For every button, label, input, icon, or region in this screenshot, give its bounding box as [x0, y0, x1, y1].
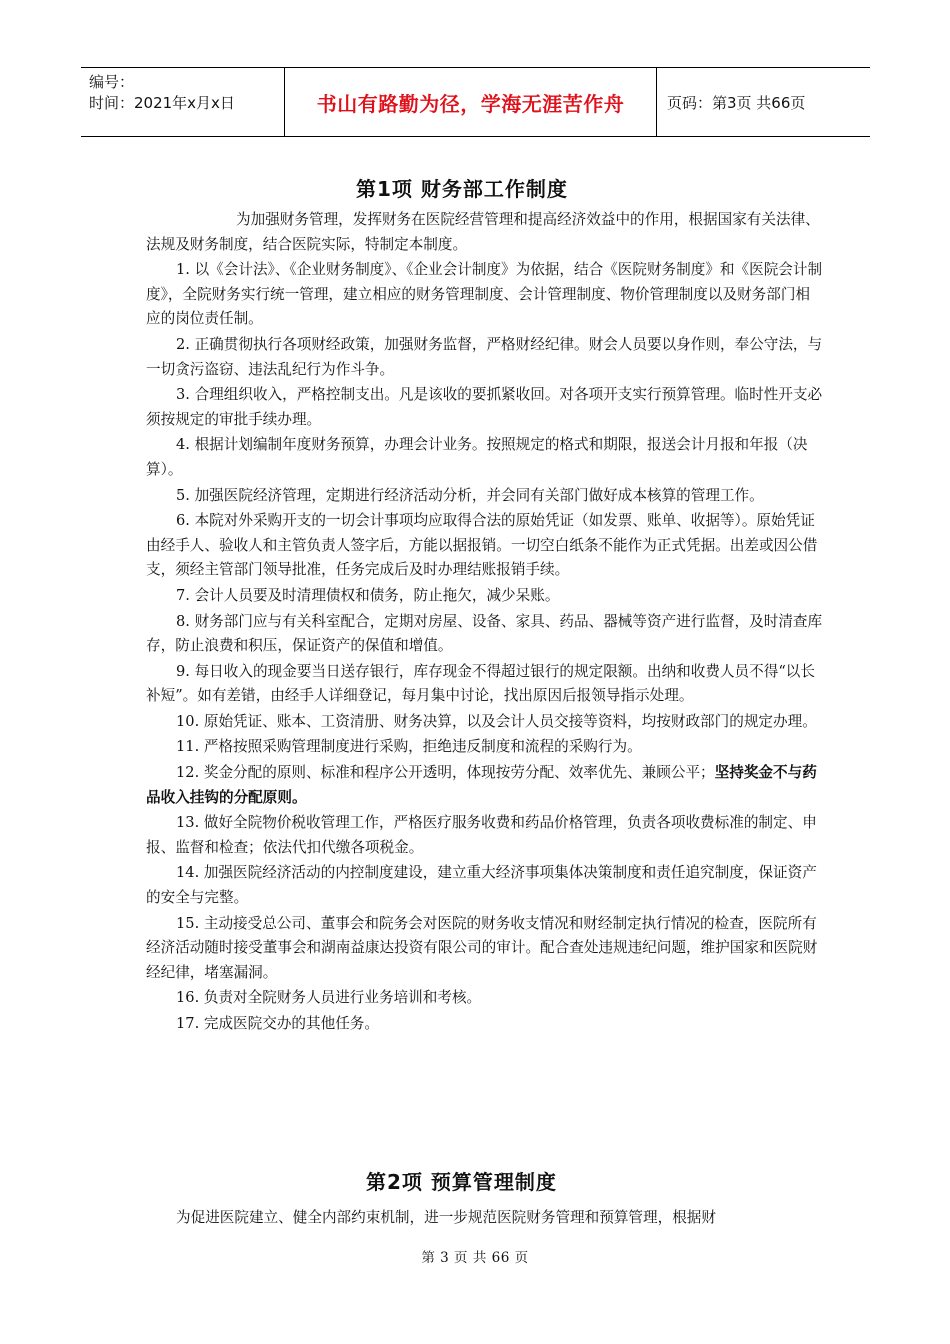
header-motto: 书山有路勤为径，学海无涯苦作舟 — [316, 91, 625, 116]
list-item-12 — [146, 761, 824, 810]
page-header — [81, 67, 870, 137]
item-12-bold-text: 坚持奖金不与药品收入挂钩的分配原则。 — [146, 764, 817, 806]
list-item: 8. 财务部门应与有关科室配合，定期对房屋、设备、家具、药品、器械等资产进行监督，及时清查库存，防止浪费和积压，保证资产的保值和增值。 — [146, 612, 823, 655]
list-item: 15. 主动接受总公司、董事会和院务会对医院的财务收支情况和财经制定执行情况的检查，医院所有经济活动随时接受董事会和湖南益康达投资有限公司的审计。配合查处违规违纪问题，维护国家和医院财经纪律，堵塞漏洞。 — [146, 914, 818, 981]
section-1-title: 第1项 财务部工作制度 — [356, 177, 568, 201]
header-page-info: 页码：第3页 共66页 — [667, 93, 806, 112]
list-item: 14. 加强医院经济活动的内控制度建设，建立重大经济事项集体决策制度和责任追究制度，保证资产的安全与完整。 — [146, 864, 817, 907]
list-item: 9. 每日收入的现金要当日送存银行，库存现金不得超过银行的规定限额。出纳和收费人员不得“以长补短”。如有差错，由经手人详细登记，每月集中讨论，找出原因后报领导指示处理。 — [146, 662, 815, 705]
header-motto-cell — [284, 68, 657, 136]
list-item: 2. 正确贯彻执行各项财经政策，加强财务监督，严格财经纪律。财会人员要以身作则，奉公守法，与一切贪污盗窃、违法乱纪行为作斗争。 — [146, 335, 823, 378]
list-item: 7. 会计人员要及时清理债权和债务，防止拖欠，减少呆账。 — [176, 586, 560, 604]
list-item: 10. 原始凭证、账本、工资清册、财务决算，以及会计人员交接等资料，均按财政部门的规定办理。 — [176, 712, 817, 730]
section-1-intro: 为加强财务管理，发挥财务在医院经营管理和提高经济效益中的作用，根据国家有关法律、法规及财务制度，结合医院实际，特制定本制度。 — [146, 211, 820, 253]
list-item: 4. 根据计划编制年度财务预算，办理会计业务。按照规定的格式和期限，报送会计月报和年报（决算）。 — [146, 436, 808, 478]
list-item: 3. 合理组织收入，严格控制支出。凡是该收的要抓紧收回。对各项开支实行预算管理。临时性开支必须按规定的审批手续办理。 — [146, 386, 823, 428]
header-meta — [81, 68, 284, 136]
document-date: 时间：2021年x月x日 — [89, 94, 235, 112]
list-item: 6. 本院对外采购开支的一切会计事项均应取得合法的原始凭证（如发票、账单、收据等）。原始凭证由经手人、验收人和主管负责人签字后，方能以据报销。一切空白纸条不能作为正式凭据。出差或因公借支，须经主管部门领导批准，任务完成后及时办理结账报销手续。 — [146, 512, 818, 579]
list-item: 16. 负责对全院财务人员进行业务培训和考核。 — [176, 989, 482, 1007]
section-2-body — [146, 1206, 824, 1230]
item-12-text: 12. 奖金分配的原则、标准和程序公开透明，体现按劳分配、效率优先、兼顾公平； — [176, 764, 715, 782]
section-2-intro: 为促进医院建立、健全内部约束机制，进一步规范医院财务管理和预算管理，根据财 — [176, 1209, 716, 1226]
section-1-body — [146, 208, 824, 1037]
document-number-label: 编号： — [89, 73, 135, 91]
page-footer: 第 3 页 共 66 页 — [421, 1250, 529, 1266]
list-item: 11. 严格按照采购管理制度进行采购，拒绝违反制度和流程的采购行为。 — [176, 738, 642, 756]
list-item: 5. 加强医院经济管理，定期进行经济活动分析，并会同有关部门做好成本核算的管理工作。 — [176, 486, 764, 504]
list-item: 1. 以《会计法》、《企业财务制度》、《企业会计制度》为依据，结合《医院财务制度》和《医院会计制度》，全院财务实行统一管理，建立相应的财务管理制度、会计管理制度、物价管理制度以及财务部门相应的岗位责任制。 — [146, 261, 823, 328]
section-2-title: 第2项 预算管理制度 — [366, 1170, 557, 1194]
list-item: 17. 完成医院交办的其他任务。 — [176, 1015, 379, 1032]
list-item: 13. 做好全院物价税收管理工作，严格医疗服务收费和药品价格管理，负责各项收费标准的制定、申报、监督和检查；依法代扣代缴各项税金。 — [146, 814, 817, 856]
